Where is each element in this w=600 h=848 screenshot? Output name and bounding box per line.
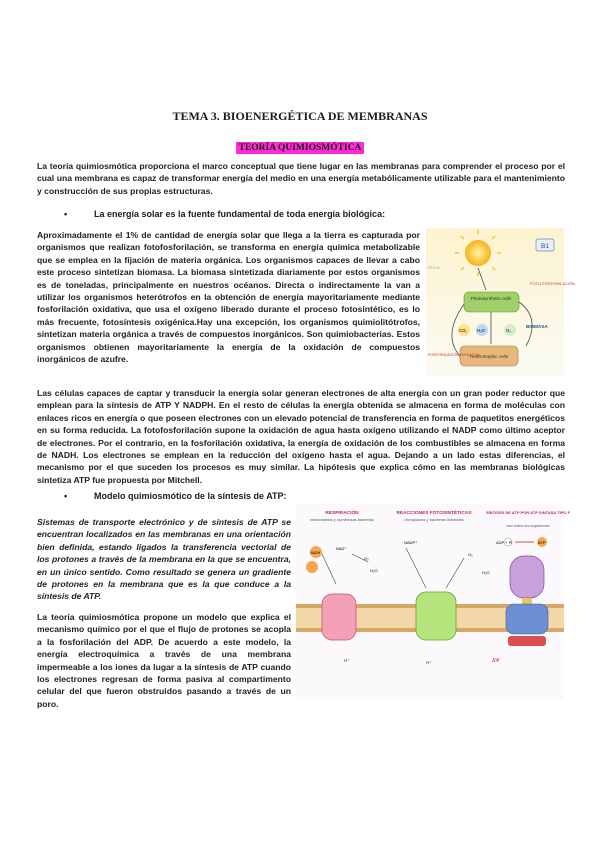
col2-sub: cloroplastos y bacterias fotótrofas — [404, 517, 464, 522]
col3-title: SÍNTESIS DE ATP POR ATP SINTASA TIPO F — [485, 510, 571, 515]
section2-heading — [64, 491, 287, 501]
h2o-label: H₂O — [477, 328, 485, 333]
section1-heading — [64, 209, 385, 219]
h2o-label-1: H₂O — [370, 568, 378, 573]
biomasa-label: BIOMASA — [526, 324, 548, 329]
o2-label-1: O₂ — [364, 556, 369, 561]
section2-paragraph-1: Sistemas de transporte electrónico y de síntesis de ATP se encuentran localizados en las membranas en una orientación bien definida, estando ligados la transferencia vectorial de los protones a través de la membrana en la que se encuentra, en un único sentido. Como resultado se genera un gradiente de protones en la membrana que es la que conduce a la síntesis de ATP. — [37, 517, 291, 602]
o2-label: O₂ — [506, 328, 511, 333]
chemiosmotic-figure — [296, 504, 571, 700]
fosforilacion-oxidativa-label: FOSFORILACIÓN OXIDATIVA — [428, 353, 480, 357]
bullet-icon: • — [64, 209, 68, 219]
bullet-icon: • — [64, 491, 68, 501]
delta-label: ΔΨ — [492, 658, 500, 664]
heterotrophic-label: Heterotrophic cells — [469, 354, 509, 359]
section2-paragraph-2: La teoría quimiosmótica propone un modelo que explica el mecanismo químico por el que el flujo de protones se acopla a la fosforilación del ADP. De acuerdo a este modelo, la energía electroquímica a través de una membrana impermeable a los iones da lugar a la síntesis de ATP cuando los electrones regresan de forma pasiva al compartimento celular del que fueron obstruidos pasando a través de un poro. — [37, 612, 291, 709]
co2-label: CO₂ — [459, 328, 467, 333]
col2-title: REACCIONES FOTOSINTÉTICAS — [396, 511, 472, 516]
energy-cycle-figure — [426, 228, 576, 376]
nadp-label: NADP⁺ — [404, 540, 418, 545]
section1-heading-text: La energía solar es la fuente fundamental de toda energía biológica: — [94, 209, 386, 219]
section1-paragraph-1: Aproximadamente el 1% de cantidad de energía solar que llega a la tierra es capturada por organismos que realizan fotofosforilación, se transforma en energía química metabolizable que se emplea en la fijación de materia orgánica. Los organismos capaces de llevar a cabo este proceso sintetizan biomasa. La biomasa sintetizada diariamente por estos organismos es de toneladas, principalmente en nuestros océanos. Directa o indirectamente la van a utilizar los organismos heterótrofos en la obtención de energía mayoritariamente mediante fosforilación oxidativa, que usa el oxígeno liberado durante el proceso fotosintético, es lo más frecuente, fotosíntesis oxigénica.Hay una excepción, los organismos quimiolitótrofos, sintetizan materia orgánica a través de compuestos inorgánicos. Son quimiobacterias. Estos organismos obtienen mayoritariamente la energía de la oxidación de compuestos inorgánicos de azufre. — [37, 230, 420, 365]
atp-label: ATP — [538, 540, 546, 545]
page-title: TEMA 3. BIOENERGÉTICA DE MEMBRANAS — [172, 109, 428, 123]
hplus-label-2: H⁺ — [426, 660, 432, 665]
figure-badge: B1 — [541, 243, 549, 250]
photosynthetic-label: Photosynthetic cells — [470, 296, 512, 301]
page-subtitle: TEORÍA QUIMIOSMÓTICA — [236, 142, 365, 154]
col1-title: RESPIRACIÓN — [325, 511, 359, 516]
col3-sub: casi todos los organismos — [506, 524, 550, 528]
intro-paragraph: La teoría quimiosmótica proporciona el marco conceptual que tiene lugar en las membranas para comprender el proceso por el cual una membrana es capaz de transformar energía del medio en una energía metabólicamente utilizable para el mantenimiento y construcción de sus propias estructuras. — [37, 161, 565, 196]
nadh-label: NADH — [310, 551, 321, 555]
section2-heading-text: Modelo quimiosmótico de la síntesis de ATP: — [94, 491, 287, 501]
nad-label: NAD⁺ — [336, 546, 347, 551]
hplus-label-1: H⁺ — [344, 658, 350, 663]
o2-label-2: O₂ — [468, 552, 473, 557]
side-label: ETICA — [428, 265, 440, 270]
subtitle-wrap — [0, 135, 600, 154]
col1-sub: mitocondrias y numerosas bacterias — [309, 517, 375, 522]
section1-paragraph-2: Las células capaces de captar y transducir la energía solar generan electrones de alta energía con un gran poder reductor que emplean para la síntesis de ATP Y NADPH. En el resto de células la energía obtenida se almacena en forma de moléculas con enlaces ricos en energía o que poseen electrones con un elevado potencial de transferencia en forma de paquetitos energéticos en su forma reducida. La fotofosforilación supone la oxidación de agua hasta oxígeno utilizando el NADP como último aceptor de electrones. Por el contrario, en la fosforilación oxidativa, la energía de oxidación de los combustibles se almacena en forma de NADH. Los electrones se emplean en la reducción del oxígeno hasta el agua. Dejando a un lado estas diferencias, el mecanismo por el que suceden los procesos es muy similar. La hipótesis que explica cómo en las membranas biológicas sintetiza ATP fue propuesta por Mitchell. — [37, 388, 565, 485]
h2o-label-2: H₂O — [482, 570, 490, 575]
adp-label: ADP + Pi — [496, 540, 513, 545]
fotofosforilacion-label: FOTO-FOSFORILACIÓN — [530, 281, 576, 286]
